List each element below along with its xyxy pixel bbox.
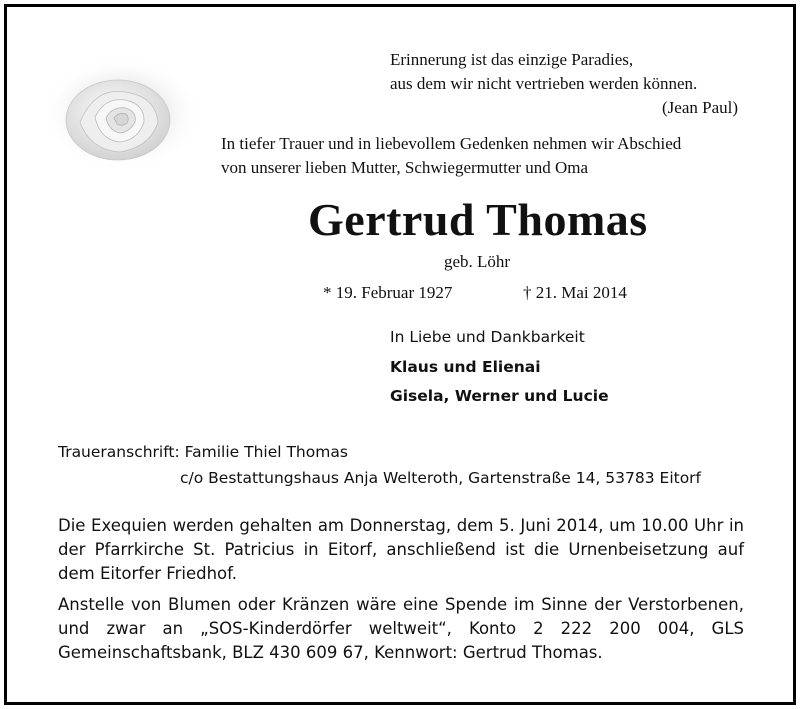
family-heading: In Liebe und Dankbarkeit bbox=[390, 328, 585, 346]
intro-line-2: von unserer lieben Mutter, Schwiegermutter und Oma bbox=[221, 158, 589, 177]
service-paragraph: Die Exequien werden gehalten am Donnerstag, dem 5. Juni 2014, um 10.00 Uhr in der Pfarrkirche St. Patricius in Eitorf, anschließend ist die Urnenbeisetzung auf dem Eitorfer Friedhof. bbox=[58, 516, 744, 583]
deceased-name: Gertrud Thomas bbox=[308, 194, 648, 245]
quote-line-1: Erinnerung ist das einzige Paradies, bbox=[390, 50, 634, 69]
family-line-1: Klaus und Elienai bbox=[390, 358, 541, 376]
birth-date: * 19. Februar 1927 bbox=[323, 283, 453, 302]
quote-line-2: aus dem wir nicht vertrieben werden können. bbox=[390, 74, 698, 93]
rose-image bbox=[40, 52, 205, 172]
death-date: † 21. Mai 2014 bbox=[523, 283, 627, 302]
intro-line-1: In tiefer Trauer und in liebevollem Gedenken nehmen wir Abschied bbox=[221, 134, 682, 153]
address-label: Traueranschrift: Familie Thiel Thomas bbox=[58, 443, 348, 461]
birth-name: geb. Löhr bbox=[444, 252, 511, 271]
family-line-2: Gisela, Werner und Lucie bbox=[390, 387, 609, 405]
quote-author: (Jean Paul) bbox=[662, 98, 739, 117]
address-line-2: c/o Bestattungshaus Anja Welteroth, Gartenstraße 14, 53783 Eitorf bbox=[180, 469, 702, 487]
donation-paragraph: Anstelle von Blumen oder Kränzen wäre eine Spende im Sinne der Verstorbenen, und zwar an „SOS-Kinderdörfer weltweit“, Konto 2 222 200 004, GLS Gemeinschaftsbank, BLZ 430 609 67, Kennwort: Gertrud Thomas. bbox=[58, 595, 744, 662]
